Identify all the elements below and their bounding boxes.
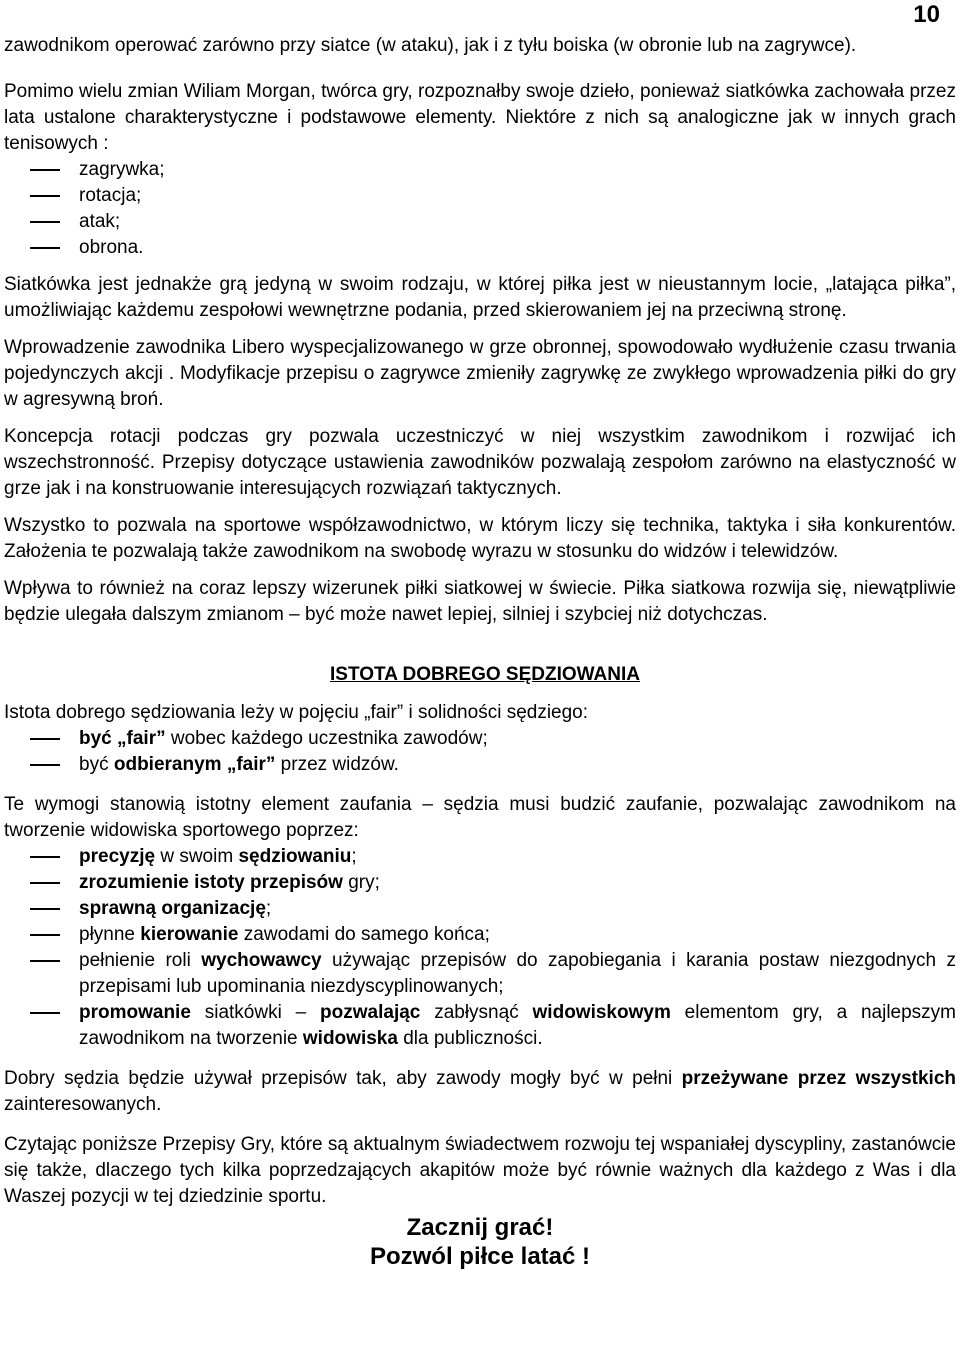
closing-line-2: Pozwól piłce latać ! [369, 1243, 591, 1270]
list-item: rotacja; [4, 183, 956, 209]
paragraph-fair-intro: Istota dobrego sędziowania leży w pojęciu „fair” i solidności sędziego: [4, 702, 589, 723]
list-item: precyzję w swoim sędziowaniu; [4, 844, 956, 870]
paragraph-good-referee: Dobry sędzia będzie używał przepisów tak, aby zawody mogły być w pełni przeżywane przez wszystkich zainteresowanych. [4, 1068, 956, 1115]
paragraph-rotation: Koncepcja rotacji podczas gry pozwala uczestniczyć w niej wszystkim zawodnikom i rozwijać ich wszechstronność. Przepisy dotyczące ustawienia zawodników pozwalają zespołom zarówno na elastyczność w grze jak i na konstruowanie interesujących rozwiązań taktycznych. [4, 426, 956, 499]
paragraph-image: Wpływa to również na coraz lepszy wizerunek piłki siatkowej w świecie. Piłka siatkowa rozwija się, niewątpliwie będzie ulegała dalszym zmianom – być może nawet lepiej, silniej i szybciej niż dotychczas. [4, 578, 956, 625]
list-item: obrona. [4, 235, 956, 261]
list-item: pełnienie roli wychowawcy używając przepisów do zapobiegania i karania postaw niezgodnych z przepisami lub upominania niezdyscyplinowanych; [4, 948, 956, 1000]
list-item: płynne kierowanie zawodami do samego końca; [4, 922, 956, 948]
list-item: zagrywka; [4, 157, 956, 183]
page-number: 10 [913, 1, 940, 28]
list-game-elements [4, 157, 956, 261]
list-referee-qualities [4, 844, 956, 1052]
paragraph-intro-continuation: zawodnikom operować zarówno przy siatce (w ataku), jak i z tyłu boiska (w obronie lub na zagrywce). [4, 35, 857, 56]
section-heading: ISTOTA DOBREGO SĘDZIOWANIA [330, 664, 640, 685]
list-item: promowanie siatkówki – pozwalając zabłysnąć widowiskowym elementom gry, a najlepszym zawodnikom na tworzenie widowiska dla publiczności. [4, 1000, 956, 1052]
paragraph-trust: Te wymogi stanowią istotny element zaufania – sędzia musi budzić zaufanie, pozwalając zawodnikom na tworzenie widowiska sportowego poprzez: [4, 794, 956, 841]
closing-line-1: Zacznij grać! [406, 1214, 554, 1241]
list-item: atak; [4, 209, 956, 235]
paragraph-morgan: Pomimo wielu zmian Wiliam Morgan, twórca gry, rozpoznałby swoje dzieło, ponieważ siatkówka zachowała przez lata ustalone charakterystyczne i podstawowe elementy. Niektóre z nich są analogiczne jak w innych grach tenisowych : [4, 81, 956, 154]
paragraph-flying-ball: Siatkówka jest jednakże grą jedyną w swoim rodzaju, w której piłka jest w nieustannym locie, „latająca piłka”, umożliwiając każdemu zespołowi wewnętrzne podania, przed skierowaniem jej na przeciwną stronę. [4, 274, 956, 321]
list-item: sprawną organizację; [4, 896, 956, 922]
list-item: być „fair” wobec każdego uczestnika zawodów; [4, 726, 956, 752]
list-item: zrozumienie istoty przepisów gry; [4, 870, 956, 896]
paragraph-reading: Czytając poniższe Przepisy Gry, które są aktualnym świadectwem rozwoju tej wspaniałej dyscypliny, zastanówcie się także, dlaczego tych kilka poprzedzających akapitów może być równie ważnych dla każdego z Was i dla Waszej pozycji w tej dziedzinie sportu. [4, 1134, 956, 1207]
list-fair [4, 726, 956, 778]
document-body [4, 33, 956, 1271]
paragraph-competition: Wszystko to pozwala na sportowe współzawodnictwo, w którym liczy się technika, taktyka i siła konkurentów. Założenia te pozwalają także zawodnikom na swobodę wyrazu w stosunku do widzów i telewidzów. [4, 515, 956, 562]
paragraph-libero: Wprowadzenie zawodnika Libero wyspecjalizowanego w grze obronnej, spowodowało wydłużenie czasu trwania pojedynczych akcji . Modyfikacje przepisu o zagrywce zmieniły zagrywkę ze zwykłego wprowadzenia piłki do gry w agresywną broń. [4, 337, 956, 410]
list-item: być odbieranym „fair” przez widzów. [4, 752, 956, 778]
